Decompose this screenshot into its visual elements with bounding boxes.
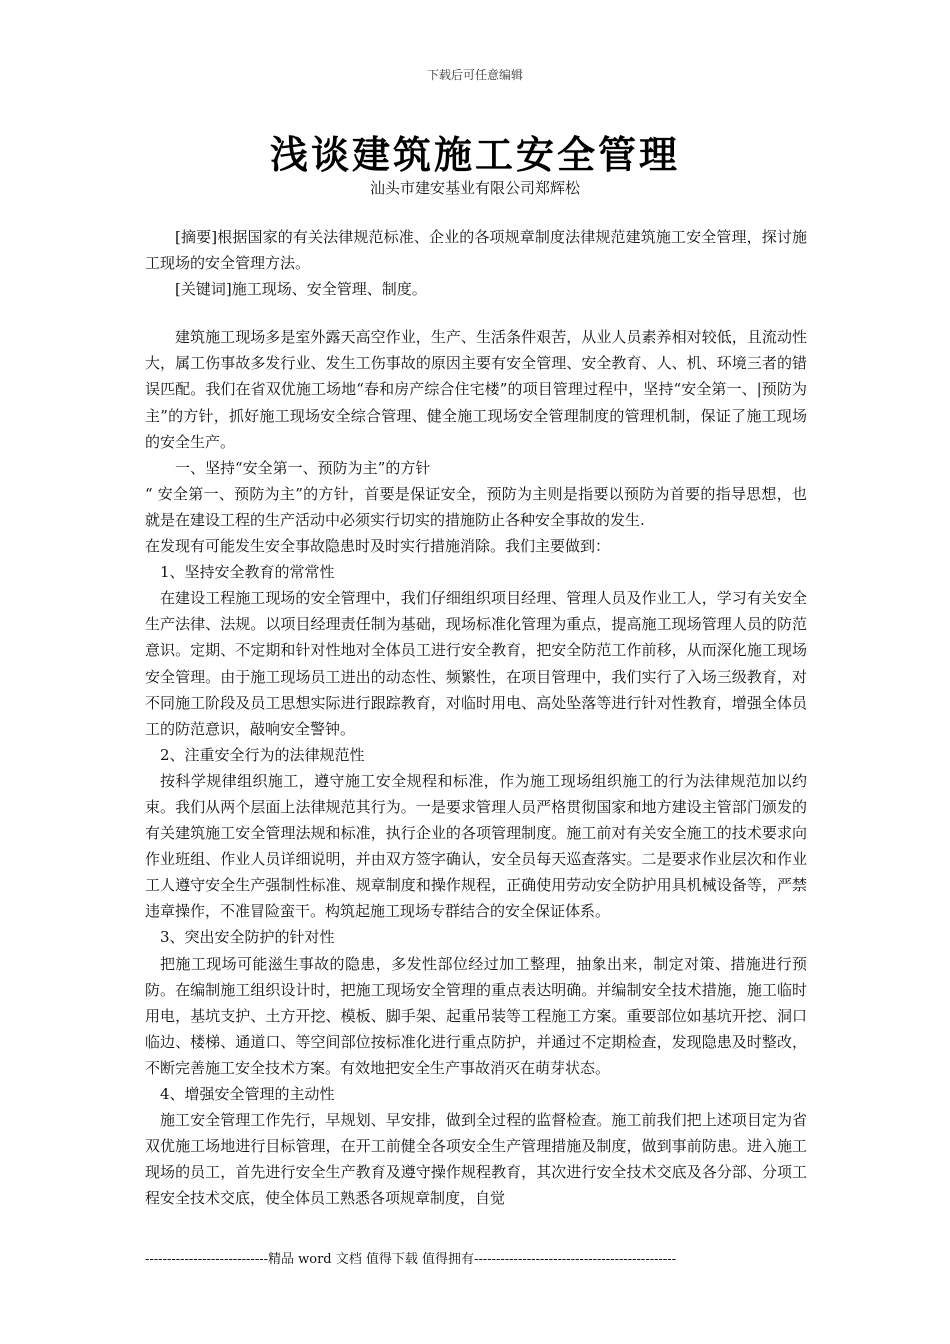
section1-paragraph: “ 安全第一、预防为主”的方针，首要是保证安全，预防为主则是指要以预防为首要的指导思想，也就是在建设工程的生产活动中必须实行切实的措施防止各种安全事故的发生. (145, 484, 807, 529)
paragraph-gap (145, 302, 807, 324)
section1-paragraph-2: 在发现有可能发生安全事故隐患时及时实行措施消除。我们主要做到： (145, 537, 611, 556)
footer-note: ----------------------------精品 word 文档 值得下载 值得拥有---------------------------------------------- (145, 1252, 677, 1267)
item4-heading: 4、增强安全管理的主动性 (160, 1085, 335, 1103)
item1-heading: 1、坚持安全教育的常常性 (160, 563, 335, 582)
header-note: 下载后可任意编辑 (426, 68, 523, 82)
item1-paragraph: 在建设工程施工现场的安全管理中，我们仔细组织项目经理、管理人员及作业工人，学习有关安全生产法律、法规。以项目经理责任制为基础，现场标准化管理为重点，提高施工现场管理人员的防范意识。定期、不定期和针对性地对全体员工进行安全教育，把安全防范工作前移，从而深化施工现场安全管理。由于施工现场员工进出的动态性、频繁性，在项目管理中，我们实行了入场三级教育，对不同施工阶段及员工思想实际进行跟踪教育，对临时用电、高处坠落等进行针对性教育，增强全体员工的防范意识，敲响安全警钟。 (145, 589, 807, 738)
author-line: 汕头市建安基业有限公司郑辉松 (369, 179, 580, 197)
item2-paragraph: 按科学规律组织施工，遵守施工安全规程和标准，作为施工现场组织施工的行为法律规范加以约束。我们从两个层面上法律规范其行为。一是要求管理人员严格贯彻国家和地方建设主管部门颁发的有关建筑施工安全管理法规和标准，执行企业的各项管理制度。施工前对有关安全施工的技术要求向作业班组、作业人员详细说明，并由双方签字确认，安全员每天巡查落实。二是要求作业层次和作业工人遵守安全生产强制性标准、规章制度和操作规程，正确使用劳动安全防护用具机械设备等，严禁违章操作，不准冒险蛮干。构筑起施工现场专群结合的安全保证体系。 (145, 771, 807, 921)
item3-paragraph: 把施工现场可能滋生事故的隐患，多发性部位经过加工整理，抽象出来，制定对策、措施进行预防。在编制施工组织设计时，把施工现场安全管理的重点表达明确。并编制安全技术措施，施工临时用电，基坑支护、土方开挖、模板、脚手架、起重吊装等工程施工方案。重要部位如基坑开挖、洞口临边、楼梯、通道口、等空间部位按标准化进行重点防护，并通过不定期检查，发现隐患及时整改，不断完善施工安全技术方案。有效地把安全生产事故消灭在萌芽状态。 (145, 954, 807, 1077)
item2-heading: 2、注重安全行为的法律规范性 (160, 745, 365, 764)
item3-heading: 3、突出安全防护的针对性 (160, 928, 335, 947)
item4-paragraph: 施工安全管理工作先行，早规划、早安排，做到全过程的监督检查。施工前我们把上述项目定为省双优施工场地进行目标管理，在开工前健全各项安全生产管理措施及制度，做到事前防患。进入施工现场的员工，首先进行安全生产教育及遵守操作规程教育，其次进行安全技术交底及各分部、分项工程安全技术交底，使全体员工熟悉各项规章制度，自觉 (145, 1111, 807, 1208)
document-title: 浅谈建筑施工安全管理 (269, 132, 680, 177)
abstract-paragraph: [摘要]根据国家的有关法律规范标准、企业的各项规章制度法律规范建筑施工安全管理，探讨施工现场的安全管理方法。 (145, 228, 807, 273)
article-body (145, 224, 807, 1211)
section1-heading: 一、坚持“安全第一、预防为主”的方针 (175, 458, 431, 477)
keywords-paragraph: [关键词]施工现场、安全管理、制度。 (175, 280, 427, 299)
intro-paragraph: 建筑施工现场多是室外露天高空作业，生产、生活条件艰苦，从业人员素养相对较低，且流动性大，属工伤事故多发行业、发生工伤事故的原因主要有安全管理、安全教育、人、机、环境三者的错误匹配。我们在省双优施工场地“春和房产综合住宅楼”的项目管理过程中，坚持“安全第一、|预防为主”的方针，抓好施工现场安全综合管理、健全施工现场安全管理制度的管理机制，保证了施工现场的安全生产。 (145, 328, 807, 451)
